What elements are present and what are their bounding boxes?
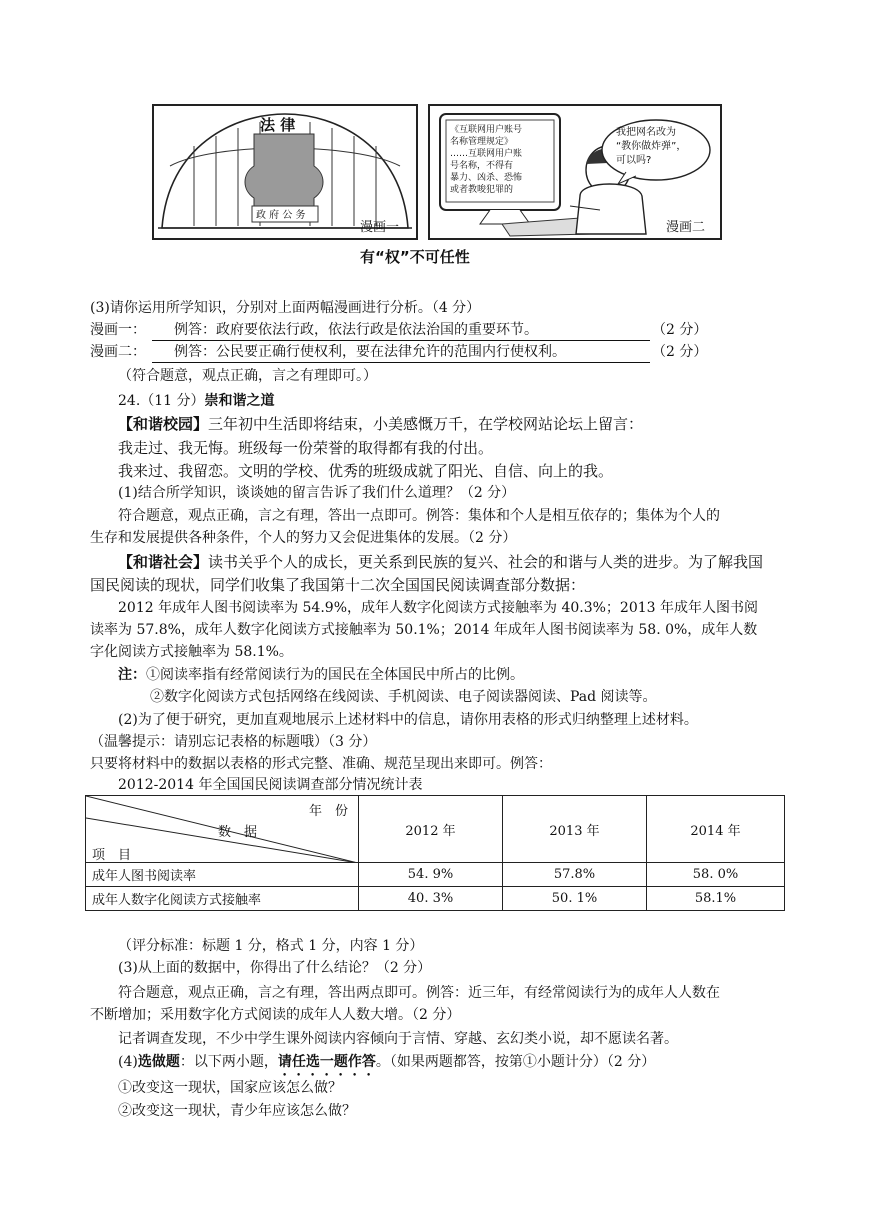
option-1: ①改变这一现状，国家应该怎么做？	[118, 1080, 342, 1096]
table-header-row	[86, 796, 785, 863]
a1-line-1: 符合题意，观点正确，言之有理，答出一点即可。例答：集体和个人是相互依存的；集体为个人的	[118, 508, 720, 524]
q1-prompt: (1)结合所学知识，谈谈她的留言告诉了我们什么道理？（2 分）	[118, 485, 516, 501]
q24-number: 24.（11 分）	[118, 393, 205, 409]
q3-c2-score: （2 分）	[652, 344, 708, 360]
cartoon-2-caption: 漫画二	[666, 220, 706, 235]
cartoon-main-caption: 有“权”不可任性	[360, 248, 470, 266]
q3-c1-score: （2 分）	[652, 322, 708, 338]
society-line-1: 读书关乎个人的成长，更关系到民族的复兴、社会的和谐与人类的进步。为了解我国	[208, 553, 764, 571]
cartoon-2	[428, 104, 722, 240]
table-cell: 54. 9%	[359, 863, 503, 887]
q3-c1-answer: 例答：政府要依法行政，依法行政是依法治国的重要环节。	[174, 322, 538, 338]
table-row	[86, 863, 785, 887]
society-intro	[118, 552, 763, 572]
diag-data-label: 数 据	[218, 825, 258, 840]
table-cell: 58.1%	[647, 887, 785, 911]
q4-number: (4)	[118, 1054, 138, 1070]
campus-intro	[118, 414, 643, 434]
society-tag: 【和谐社会】	[118, 553, 209, 571]
message-line-1: 我走过、我无悔。班级每一份荣誉的取得都有我的付出。	[118, 439, 494, 457]
cartoon-1	[152, 104, 418, 240]
diag-year-label: 年 份	[308, 804, 348, 819]
q2-prompt: (2)为了便于研究，更加直观地展示上述材料中的信息，请你用表格的形式归纳整理上述材料。	[118, 712, 698, 728]
table-cell: 58. 0%	[647, 863, 785, 887]
bubble-line: “教你做炸弹”，	[616, 141, 687, 152]
a1-line-2: 生存和发展提供各种条件，个人的努力又会促进集体的发展。（2 分）	[90, 530, 517, 546]
data-line-3: 字化阅读方式接触率为 58.1%。	[90, 644, 293, 660]
table-title: 2012-2014 年全国国民阅读调查部分情况统计表	[118, 777, 423, 793]
screen-text-line: 《互联网用户账号	[450, 125, 523, 135]
table-cell: 40. 3%	[359, 887, 503, 911]
q4-prompt	[118, 1052, 655, 1079]
campus-text: 三年初中生活即将结束，小美感慨万千，在学校网站论坛上留言：	[208, 415, 644, 433]
a3-line-2: 不断增加；采用数字化方式阅读的成年人人数大增。（2 分）	[90, 1007, 461, 1023]
q4-post-text: 。（如果两题都答，按第①小题计分）（2 分）	[375, 1054, 656, 1070]
q3-prompt: (3)请你运用所学知识，分别对上面两幅漫画进行分析。（4 分）	[90, 300, 481, 316]
table-cell: 57.8%	[503, 863, 647, 887]
q3-note: （符合题意，观点正确，言之有理即可。）	[118, 368, 377, 384]
q3-data-prompt: (3)从上面的数据中，你得出了什么结论？（2 分）	[118, 960, 432, 976]
bubble-line: 我把网名改为	[616, 127, 676, 138]
diag-item-label: 项 目	[92, 848, 132, 863]
cartoon-1-building-label: 政 府 公 务	[256, 210, 306, 221]
reporter-finding: 记者调查发现，不少中学生课外阅读内容倾向于言情、穿越、玄幻类小说，却不愿读名著。	[118, 1031, 678, 1047]
message-line-2: 我来过、我留恋。文明的学校、优秀的班级成就了阳光、自信、向上的我。	[118, 462, 614, 480]
a3-line-1: 符合题意，观点正确，言之有理，答出两点即可。例答：近三年，有经常阅读行为的成年人人数在	[118, 985, 720, 1001]
q3-c2-label: 漫画二：	[90, 344, 146, 360]
data-line-2: 读率为 57.8%，成年人数字化阅读方式接触率为 50.1%；2014 年成年人图书阅读率为 58. 0%，成年人数	[90, 622, 758, 638]
screen-text-line: 暴力、凶杀、恐怖	[450, 173, 523, 183]
note-1-text: ①阅读率指有经常阅读行为的国民在全体国民中所占的比例。	[146, 667, 524, 683]
screen-text-line: 或者教唆犯罪的	[450, 185, 514, 195]
campus-tag: 【和谐校园】	[118, 415, 209, 433]
reading-survey-table	[85, 795, 785, 911]
row-label: 成年人图书阅读率	[86, 863, 359, 887]
table-row	[86, 887, 785, 911]
diagonal-header-cell	[86, 796, 359, 863]
cartoon-1-title: 法 律	[260, 116, 296, 134]
speech-bubble-text	[616, 126, 686, 168]
q4-elective-label: 选做题	[137, 1054, 180, 1070]
option-2: ②改变这一现状，青少年应该怎么做？	[118, 1103, 356, 1119]
bubble-line: 可以吗?	[616, 155, 652, 166]
cartoon-1-caption: 漫画一	[360, 220, 400, 235]
row-label: 成年人数字化阅读方式接触率	[86, 887, 359, 911]
scoring-criteria: （评分标准：标题 1 分，格式 1 分，内容 1 分）	[118, 938, 424, 954]
screen-text-line: 号名称，不得有	[450, 161, 514, 171]
table-cell: 50. 1%	[503, 887, 647, 911]
a2-text: 只要将材料中的数据以表格的形式完整、准确、规范呈现出来即可。例答：	[90, 756, 552, 772]
society-line-2: 国民阅读的现状，同学们收集了我国第十二次全国国民阅读调查部分数据：	[90, 576, 586, 594]
year-header-2013: 2013 年	[503, 796, 647, 863]
q3-c1-label: 漫画一：	[90, 322, 146, 338]
year-header-2014: 2014 年	[647, 796, 785, 863]
cartoon-2-screen-text	[450, 124, 522, 196]
note-label: 注：	[118, 667, 146, 683]
q3-c2-answer: 例答：公民要正确行使权利，要在法律允许的范围内行使权利。	[174, 344, 566, 360]
q4-choose-one: 请任选一题作答	[277, 1054, 376, 1070]
data-line-1: 2012 年成年人图书阅读率为 54.9%，成年人数字化阅读方式接触率为 40.3%；2013 年成年人图书阅	[118, 600, 759, 616]
q24-title: 崇和谐之道	[204, 393, 275, 409]
q4-mid-text: ：以下两小题，	[179, 1054, 278, 1070]
screen-text-line: ……互联网用户账	[450, 149, 523, 159]
q2-tip: （温馨提示：请别忘记表格的标题哦）（3 分）	[90, 734, 377, 750]
note-1	[118, 665, 524, 685]
year-header-2012: 2012 年	[359, 796, 503, 863]
screen-text-line: 名称管理规定》	[450, 137, 514, 147]
note-2: ②数字化阅读方式包括网络在线阅读、手机阅读、电子阅读器阅读、Pad 阅读等。	[150, 689, 657, 705]
q24-heading	[118, 391, 275, 411]
